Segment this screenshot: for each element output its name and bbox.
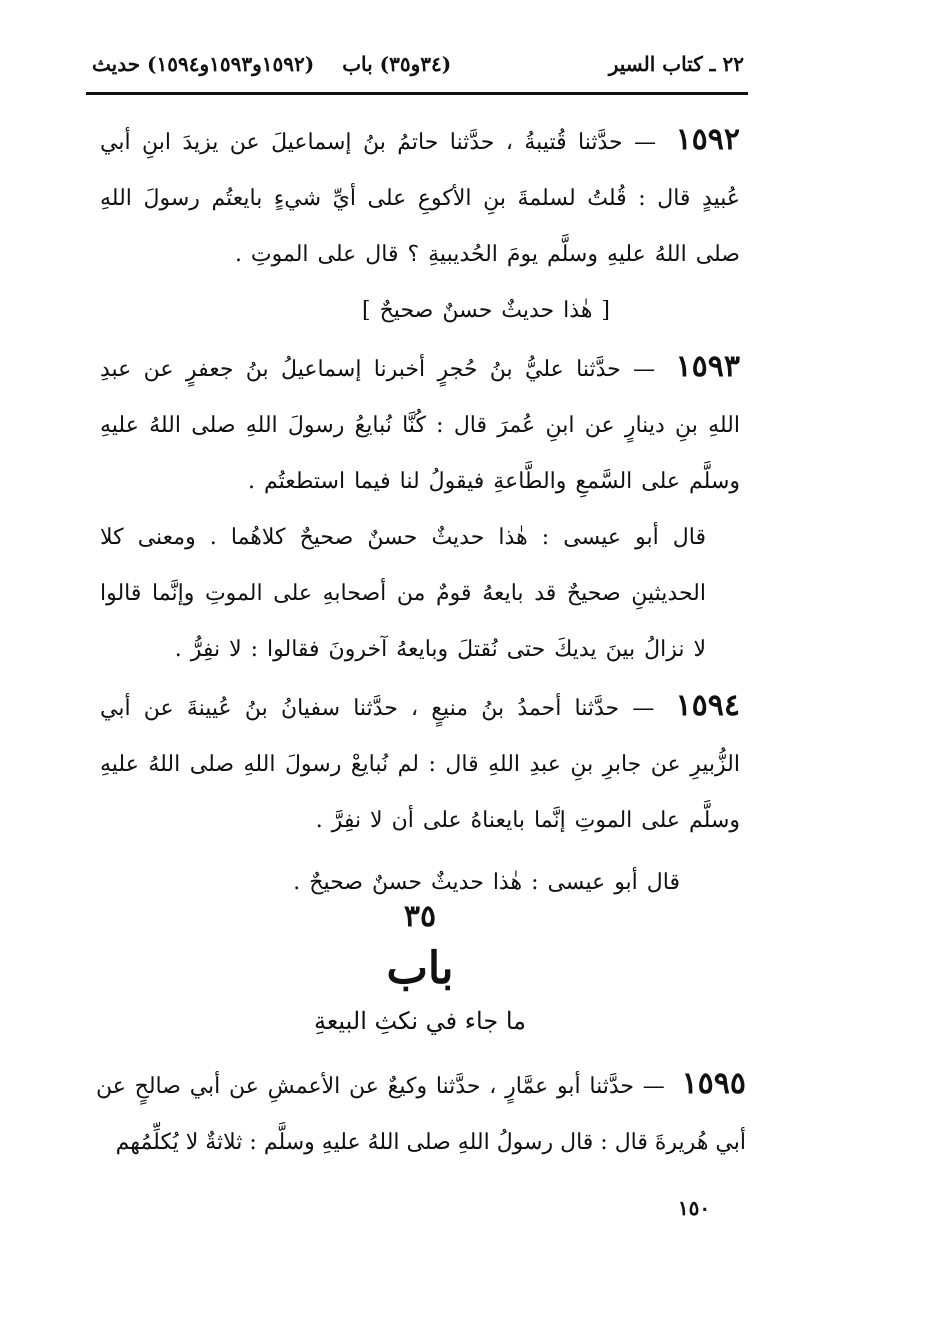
hadith-comment: قال أبو عيسى : هٰذا حديثٌ حسنٌ صحيحٌ كلاهُما . ومعنى كلا الحديثينِ صحيحٌ قد بايعهُ قومٌ من أصحابهِ على الموتِ وإنَّما قالوا لا نزالُ بينَ يديكَ حتى نُقتلَ وبايعهُ آخرونَ فقالوا : لا نفِرُّ . — [100, 525, 706, 662]
chapter-word: باب — [386, 943, 454, 994]
hadith-number: ١٥٩٢ — [675, 122, 741, 157]
running-title: ٢٢ ـ كتاب السير — [608, 52, 744, 76]
hadith-1593 — [100, 339, 740, 510]
hadith-text: — حدَّثنا أحمدُ بنُ منيعٍ ، حدَّثنا سفيانُ بنُ عُيينةَ عن أبي الزُّبيرِ عن جابرِ بنِ عبدِ اللهِ قال : لم نُبايعْ رسولَ اللهِ صلى اللهُ عليهِ وسلَّم على الموتِ إنَّما بايعناهُ على أن لا نفِرَّ . — [100, 696, 740, 833]
hadith-number: ١٥٩٤ — [675, 688, 740, 723]
chapter-range: (٣٤و٣٥) باب — [342, 52, 452, 76]
hadith-number: ١٥٩٣ — [675, 349, 740, 384]
hadith-number: ١٥٩٥ — [681, 1066, 747, 1101]
page-header — [92, 44, 744, 84]
hadith-range: (١٥٩٢و١٥٩٣و١٥٩٤) حديث — [92, 52, 315, 76]
hadith-text: — حدَّثنا عليُّ بنُ حُجرٍ أخبرنا إسماعيلُ بنُ جعفرٍ عن عبدِ اللهِ بنِ دينارٍ عن ابنِ عُمرَ قال : كُنَّا نُبايعُ رسولَ اللهِ صلى اللهُ عليهِ وسلَّم على السَّمعِ والطَّاعةِ فيقولُ لنا فيما استطعتُم . — [100, 357, 740, 494]
hadith-1592 — [100, 112, 740, 283]
hadith-note: [ هٰذا حديثٌ حسنٌ صحيحٌ ] — [362, 298, 610, 323]
hadith-1595 — [96, 1056, 746, 1171]
hadith-comment: قال أبو عيسى : هٰذا حديثٌ حسنٌ صحيحٌ . — [293, 870, 680, 895]
main-text — [100, 112, 740, 911]
hadith-text: — حدَّثنا قُتيبةُ ، حدَّثنا حاتمُ بنُ إسماعيلَ عن يزيدَ ابنِ أبي عُبيدٍ قال : قُلتُ لسلمةَ بنِ الأكوعِ على أيِّ شيءٍ بايعتُم رسولَ اللهِ صلى اللهُ عليهِ وسلَّم يومَ الحُديبيةِ ؟ قال على الموتِ . — [100, 130, 740, 267]
header-ranges — [92, 52, 451, 76]
chapter-number: ٣٥ — [403, 899, 437, 934]
hadith-1594 — [100, 678, 740, 849]
chapter-heading — [100, 895, 740, 1043]
chapter-title: ما جاء في نكثِ البيعةِ — [313, 1007, 526, 1035]
header-divider — [86, 92, 748, 95]
page-number: ١٥٠ — [677, 1196, 711, 1220]
hadith-text: — حدَّثنا أبو عمَّارٍ ، حدَّثنا وكيعٌ عن الأعمشِ عن أبي صالحٍ عن أبي هُريرةَ قال : قال رسولُ اللهِ صلى اللهُ عليهِ وسلَّم : ثلاثةٌ لا يُكلِّمُهم — [96, 1074, 746, 1155]
